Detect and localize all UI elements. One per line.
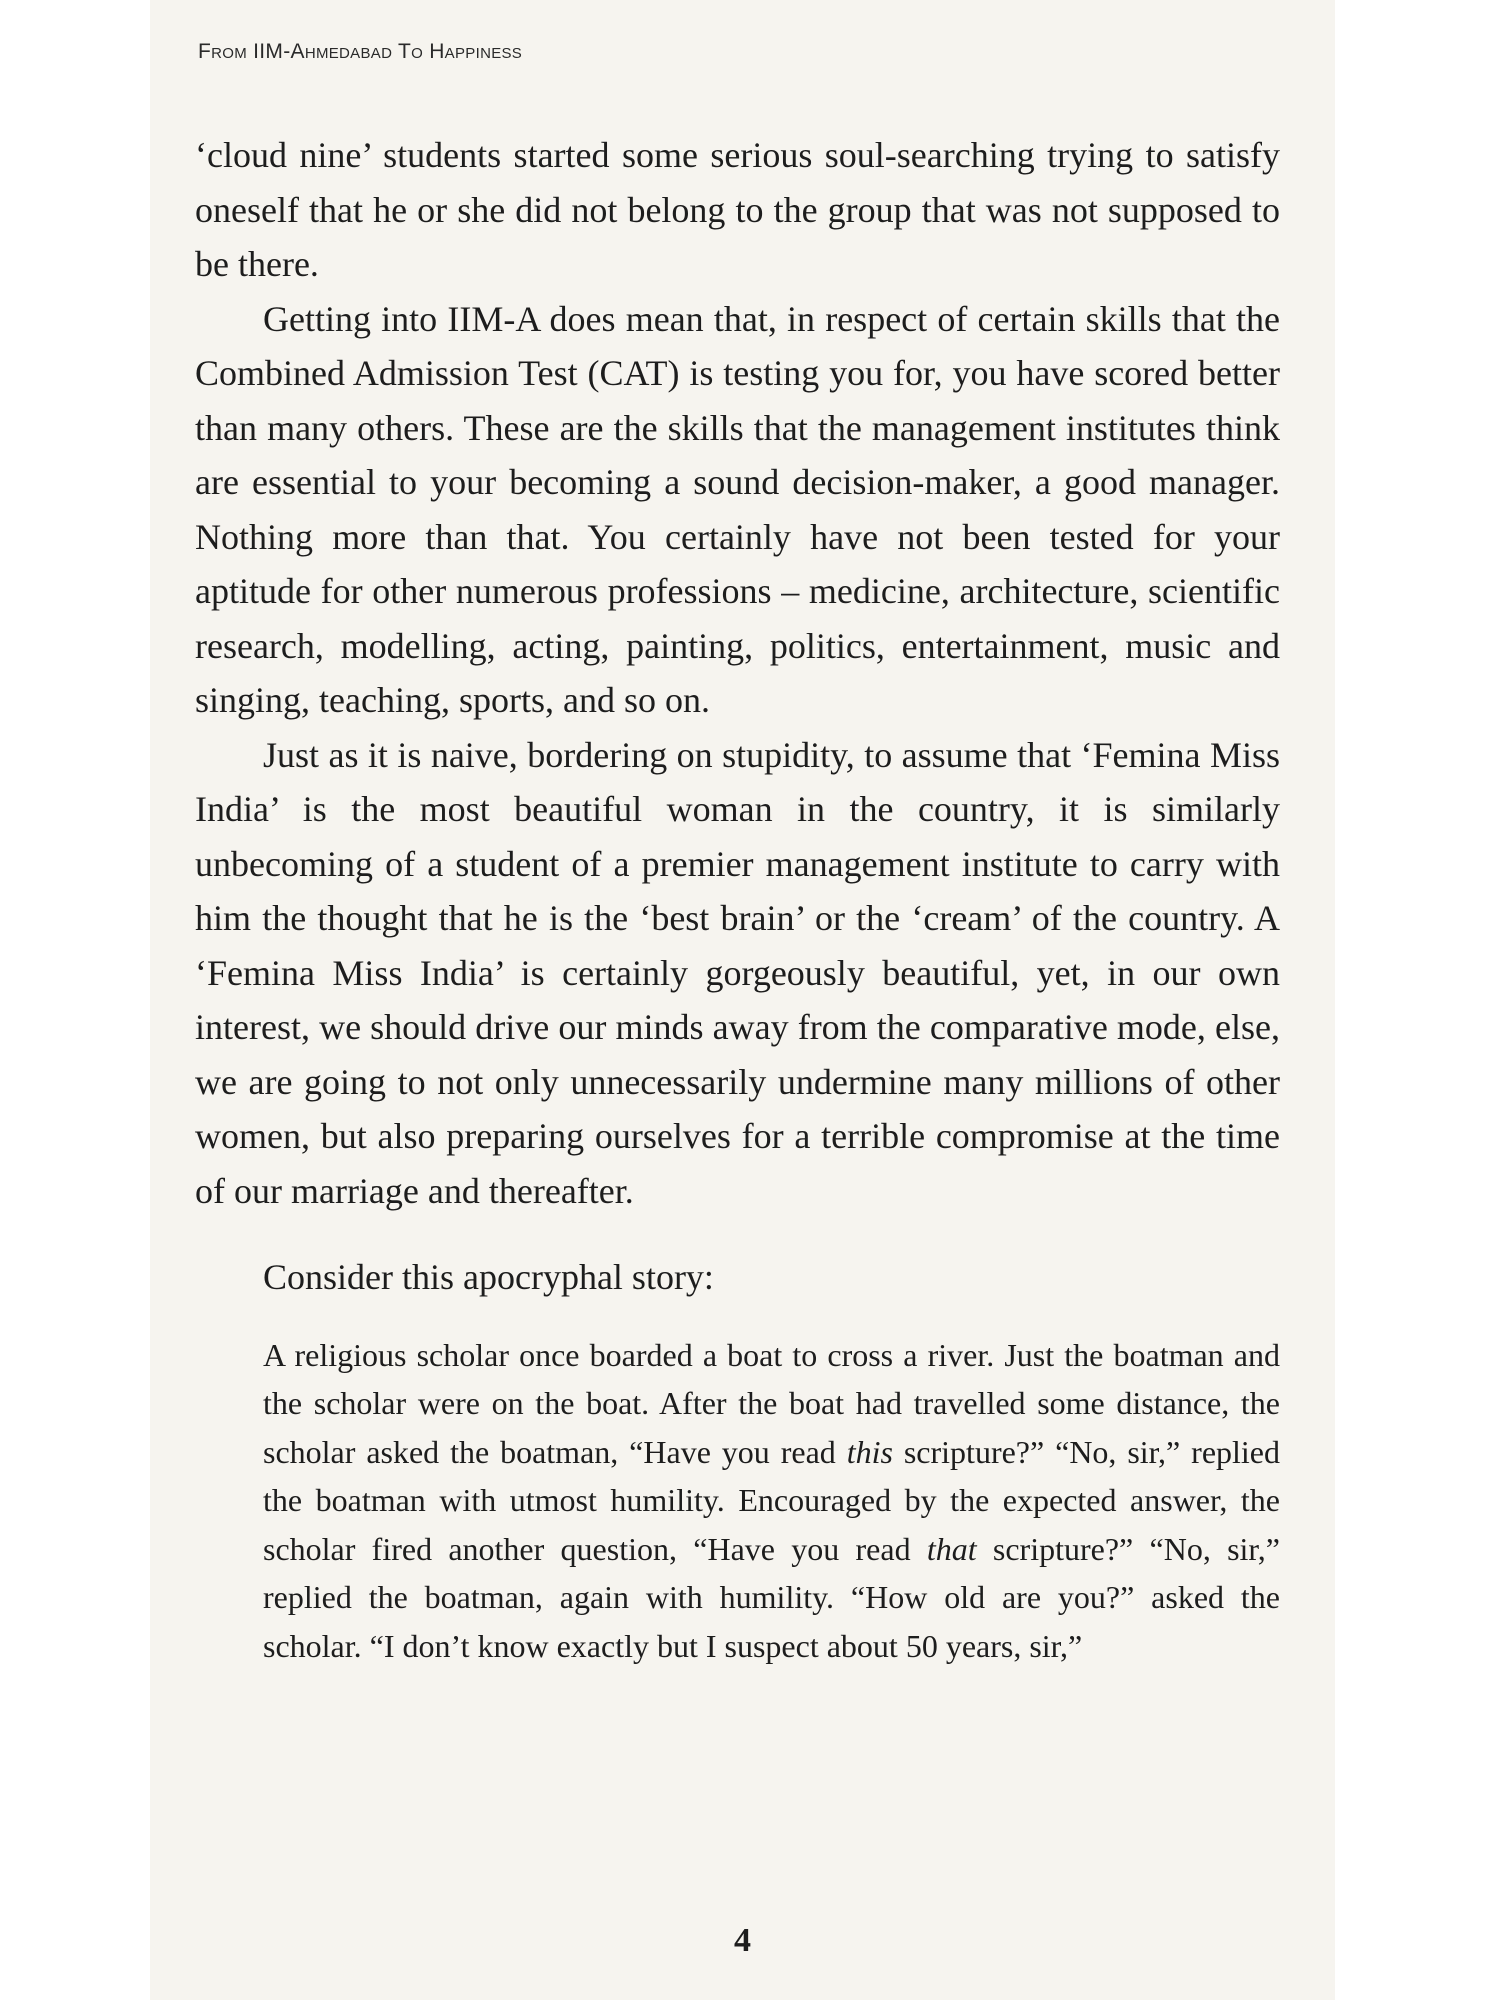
page-number: 4 xyxy=(734,1922,751,1959)
paragraph-1: ‘cloud nine’ students started some serious soul-searching trying to satisfy oneself that he or she did not belong to the group that was not supposed to be there. xyxy=(195,135,1280,284)
story-text-part-2: scripture?” “No, sir,” replied the boatman with utmost humility. Encouraged by the expected answer, the scholar fired another question, “Have you read xyxy=(263,1433,1281,1567)
story-block-quote xyxy=(263,1331,1280,1671)
story-emphasis-that: that xyxy=(926,1530,977,1567)
story-emphasis-this: this xyxy=(846,1433,893,1470)
paragraph-2: Getting into IIM-A does mean that, in respect of certain skills that the Combined Admission Test (CAT) is testing you for, you have scored better than many others. These are the skills that the management institutes think are essential to your becoming a sound decision-maker, a good manager. Nothing more than that. You certainly have not been tested for your aptitude for other numerous professions – medicine, architecture, scientific research, modelling, acting, painting, politics, entertainment, music and singing, teaching, sports, and so on. xyxy=(195,298,1280,720)
book-page xyxy=(150,0,1335,2000)
story-text-part-1: A religious scholar once boarded a boat to cross a river. Just the boatman and the scholar were on the boat. After the boat had travelled some distance, the scholar asked the boatman, “Have you read xyxy=(263,1336,1280,1470)
running-head: From IIM-Ahmedabad To Happiness xyxy=(198,40,523,63)
paragraph-3: Just as it is naive, bordering on stupidity, to assume that ‘Femina Miss India’ is the most beautiful woman in the country, it is similarly unbecoming of a student of a premier management institute to carry with him the thought that he is the ‘best brain’ or the ‘cream’ of the country. A ‘Femina Miss India’ is certainly gorgeously beautiful, yet, in our own interest, we should drive our minds away from the comparative mode, else, we are going to not only unnecessarily undermine many millions of other women, but also preparing ourselves for a terrible compromise at the time of our marriage and thereafter. xyxy=(195,734,1280,1211)
body-text xyxy=(195,128,1280,1670)
story-intro: Consider this apocryphal story: xyxy=(263,1257,714,1297)
story-text-part-3: scripture?” “No, sir,” replied the boatman, again with humility. “How old are you?” asked the scholar. “I don’t know exactly but I suspect about 50 years, sir,” xyxy=(263,1530,1281,1664)
